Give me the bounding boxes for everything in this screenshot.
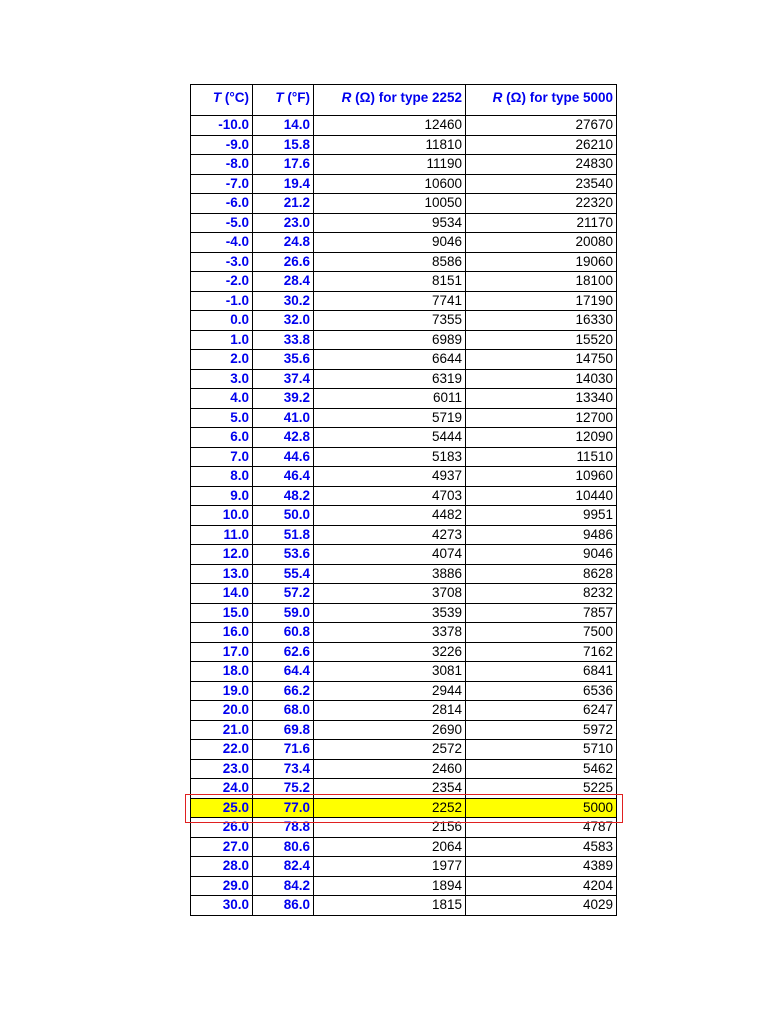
- cell-resistance-2252: 11810: [314, 135, 466, 155]
- cell-resistance-2252: 5719: [314, 408, 466, 428]
- cell-resistance-5000: 8232: [466, 584, 617, 604]
- cell-resistance-5000: 18100: [466, 272, 617, 292]
- cell-resistance-5000: 5225: [466, 779, 617, 799]
- cell-temp-celsius: 18.0: [191, 662, 253, 682]
- cell-temp-fahrenheit: 86.0: [253, 896, 314, 916]
- cell-resistance-2252: 6989: [314, 330, 466, 350]
- cell-resistance-2252: 12460: [314, 116, 466, 136]
- header-temp-fahrenheit: T (°F): [253, 85, 314, 111]
- cell-temp-celsius: -8.0: [191, 155, 253, 175]
- table-row: [191, 155, 617, 175]
- cell-resistance-2252: 2156: [314, 818, 466, 838]
- cell-temp-celsius: 23.0: [191, 759, 253, 779]
- table-row: [191, 564, 617, 584]
- cell-resistance-2252: 3886: [314, 564, 466, 584]
- cell-temp-fahrenheit: 28.4: [253, 272, 314, 292]
- cell-resistance-2252: 1977: [314, 857, 466, 877]
- cell-temp-fahrenheit: 32.0: [253, 311, 314, 331]
- cell-resistance-5000: 9951: [466, 506, 617, 526]
- cell-temp-fahrenheit: 51.8: [253, 525, 314, 545]
- cell-temp-fahrenheit: 71.6: [253, 740, 314, 760]
- cell-resistance-5000: 5462: [466, 759, 617, 779]
- table-row: [191, 545, 617, 565]
- cell-temp-celsius: 13.0: [191, 564, 253, 584]
- table-body: [191, 116, 617, 916]
- cell-resistance-5000: 17190: [466, 291, 617, 311]
- cell-resistance-2252: 6319: [314, 369, 466, 389]
- cell-temp-celsius: 8.0: [191, 467, 253, 487]
- cell-temp-celsius: -2.0: [191, 272, 253, 292]
- table-header: [191, 85, 617, 116]
- cell-resistance-2252: 8151: [314, 272, 466, 292]
- cell-temp-fahrenheit: 64.4: [253, 662, 314, 682]
- cell-temp-celsius: 15.0: [191, 603, 253, 623]
- table-row: [191, 252, 617, 272]
- cell-resistance-5000: 9046: [466, 545, 617, 565]
- cell-resistance-2252: 9534: [314, 213, 466, 233]
- cell-temp-celsius: 21.0: [191, 720, 253, 740]
- cell-temp-fahrenheit: 35.6: [253, 350, 314, 370]
- table-row: [191, 408, 617, 428]
- cell-temp-celsius: -4.0: [191, 233, 253, 253]
- cell-resistance-2252: 8586: [314, 252, 466, 272]
- cell-resistance-5000: 7500: [466, 623, 617, 643]
- cell-temp-fahrenheit: 46.4: [253, 467, 314, 487]
- cell-temp-celsius: -7.0: [191, 174, 253, 194]
- cell-resistance-5000: 16330: [466, 311, 617, 331]
- cell-resistance-5000: 10440: [466, 486, 617, 506]
- table-row: [191, 818, 617, 838]
- cell-temp-celsius: 3.0: [191, 369, 253, 389]
- cell-temp-fahrenheit: 17.6: [253, 155, 314, 175]
- table-row: [191, 681, 617, 701]
- cell-temp-celsius: 1.0: [191, 330, 253, 350]
- cell-resistance-5000: 5972: [466, 720, 617, 740]
- cell-temp-celsius: 17.0: [191, 642, 253, 662]
- cell-resistance-2252: 1894: [314, 876, 466, 896]
- cell-temp-fahrenheit: 55.4: [253, 564, 314, 584]
- cell-temp-fahrenheit: 41.0: [253, 408, 314, 428]
- cell-temp-celsius: 11.0: [191, 525, 253, 545]
- cell-resistance-2252: 2064: [314, 837, 466, 857]
- table-row: [191, 701, 617, 721]
- cell-resistance-2252: 4482: [314, 506, 466, 526]
- cell-resistance-5000: 4583: [466, 837, 617, 857]
- cell-resistance-5000: 4204: [466, 876, 617, 896]
- cell-temp-fahrenheit: 57.2: [253, 584, 314, 604]
- cell-temp-fahrenheit: 77.0: [253, 798, 314, 818]
- cell-resistance-5000: 27670: [466, 116, 617, 136]
- cell-resistance-5000: 19060: [466, 252, 617, 272]
- table-row: [191, 233, 617, 253]
- cell-temp-fahrenheit: 75.2: [253, 779, 314, 799]
- cell-temp-fahrenheit: 50.0: [253, 506, 314, 526]
- table-row: [191, 389, 617, 409]
- cell-resistance-5000: 12700: [466, 408, 617, 428]
- cell-temp-celsius: 10.0: [191, 506, 253, 526]
- cell-temp-fahrenheit: 44.6: [253, 447, 314, 467]
- header-resistance-2252: R (Ω) for type 2252: [314, 85, 466, 111]
- cell-temp-fahrenheit: 30.2: [253, 291, 314, 311]
- cell-resistance-2252: 4074: [314, 545, 466, 565]
- table-row: [191, 350, 617, 370]
- table-row: [191, 213, 617, 233]
- cell-temp-fahrenheit: 14.0: [253, 116, 314, 136]
- cell-temp-celsius: -6.0: [191, 194, 253, 214]
- cell-resistance-2252: 10050: [314, 194, 466, 214]
- cell-resistance-5000: 9486: [466, 525, 617, 545]
- cell-temp-celsius: 2.0: [191, 350, 253, 370]
- header-temp-celsius: T (°C): [191, 85, 253, 111]
- cell-temp-celsius: 30.0: [191, 896, 253, 916]
- table-row-highlighted: [191, 798, 617, 818]
- cell-resistance-2252: 2572: [314, 740, 466, 760]
- table-row: [191, 116, 617, 136]
- cell-temp-celsius: -3.0: [191, 252, 253, 272]
- cell-temp-fahrenheit: 42.8: [253, 428, 314, 448]
- cell-temp-celsius: 22.0: [191, 740, 253, 760]
- cell-temp-fahrenheit: 68.0: [253, 701, 314, 721]
- cell-temp-celsius: -10.0: [191, 116, 253, 136]
- cell-resistance-2252: 7355: [314, 311, 466, 331]
- cell-resistance-2252: 2814: [314, 701, 466, 721]
- cell-temp-celsius: 20.0: [191, 701, 253, 721]
- table-row: [191, 272, 617, 292]
- cell-temp-fahrenheit: 39.2: [253, 389, 314, 409]
- cell-resistance-2252: 6011: [314, 389, 466, 409]
- cell-temp-celsius: 6.0: [191, 428, 253, 448]
- cell-temp-fahrenheit: 24.8: [253, 233, 314, 253]
- cell-temp-celsius: 16.0: [191, 623, 253, 643]
- cell-resistance-5000: 26210: [466, 135, 617, 155]
- header-resistance-5000: R (Ω) for type 5000: [466, 85, 617, 111]
- cell-resistance-5000: 20080: [466, 233, 617, 253]
- table-row: [191, 135, 617, 155]
- cell-resistance-5000: 23540: [466, 174, 617, 194]
- table-row: [191, 447, 617, 467]
- cell-temp-celsius: 0.0: [191, 311, 253, 331]
- cell-temp-celsius: 29.0: [191, 876, 253, 896]
- cell-resistance-5000: 6536: [466, 681, 617, 701]
- cell-resistance-2252: 3081: [314, 662, 466, 682]
- cell-resistance-5000: 6247: [466, 701, 617, 721]
- cell-resistance-5000: 4787: [466, 818, 617, 838]
- cell-temp-fahrenheit: 48.2: [253, 486, 314, 506]
- table-row: [191, 525, 617, 545]
- cell-temp-fahrenheit: 21.2: [253, 194, 314, 214]
- cell-resistance-5000: 21170: [466, 213, 617, 233]
- cell-resistance-5000: 6841: [466, 662, 617, 682]
- cell-temp-fahrenheit: 60.8: [253, 623, 314, 643]
- table-row: [191, 506, 617, 526]
- cell-resistance-2252: 5444: [314, 428, 466, 448]
- cell-resistance-5000: 14030: [466, 369, 617, 389]
- cell-resistance-5000: 5000: [466, 798, 617, 818]
- cell-resistance-2252: 6644: [314, 350, 466, 370]
- cell-resistance-5000: 4029: [466, 896, 617, 916]
- cell-temp-fahrenheit: 66.2: [253, 681, 314, 701]
- cell-resistance-5000: 12090: [466, 428, 617, 448]
- cell-temp-celsius: 12.0: [191, 545, 253, 565]
- cell-resistance-2252: 2944: [314, 681, 466, 701]
- cell-resistance-2252: 2252: [314, 798, 466, 818]
- table-row: [191, 486, 617, 506]
- cell-temp-fahrenheit: 80.6: [253, 837, 314, 857]
- cell-resistance-2252: 3539: [314, 603, 466, 623]
- cell-resistance-2252: 10600: [314, 174, 466, 194]
- cell-temp-fahrenheit: 19.4: [253, 174, 314, 194]
- cell-temp-fahrenheit: 78.8: [253, 818, 314, 838]
- table-row: [191, 194, 617, 214]
- cell-temp-celsius: -1.0: [191, 291, 253, 311]
- thermistor-resistance-table: [190, 84, 617, 916]
- table-row: [191, 311, 617, 331]
- table-row: [191, 896, 617, 916]
- cell-resistance-5000: 7162: [466, 642, 617, 662]
- cell-temp-fahrenheit: 33.8: [253, 330, 314, 350]
- cell-resistance-5000: 11510: [466, 447, 617, 467]
- cell-resistance-2252: 7741: [314, 291, 466, 311]
- table-row: [191, 876, 617, 896]
- cell-temp-fahrenheit: 82.4: [253, 857, 314, 877]
- cell-temp-celsius: 4.0: [191, 389, 253, 409]
- cell-resistance-2252: 3378: [314, 623, 466, 643]
- cell-temp-fahrenheit: 69.8: [253, 720, 314, 740]
- cell-temp-celsius: 5.0: [191, 408, 253, 428]
- cell-resistance-5000: 15520: [466, 330, 617, 350]
- cell-resistance-2252: 3708: [314, 584, 466, 604]
- table-row: [191, 428, 617, 448]
- cell-resistance-2252: 5183: [314, 447, 466, 467]
- cell-resistance-2252: 1815: [314, 896, 466, 916]
- table-row: [191, 857, 617, 877]
- cell-temp-fahrenheit: 37.4: [253, 369, 314, 389]
- cell-temp-fahrenheit: 59.0: [253, 603, 314, 623]
- table-row: [191, 837, 617, 857]
- cell-resistance-5000: 4389: [466, 857, 617, 877]
- cell-resistance-2252: 4703: [314, 486, 466, 506]
- table-row: [191, 330, 617, 350]
- cell-resistance-5000: 5710: [466, 740, 617, 760]
- cell-resistance-2252: 11190: [314, 155, 466, 175]
- table-row: [191, 174, 617, 194]
- cell-resistance-2252: 2354: [314, 779, 466, 799]
- cell-temp-fahrenheit: 84.2: [253, 876, 314, 896]
- table-row: [191, 603, 617, 623]
- cell-temp-celsius: 25.0: [191, 798, 253, 818]
- cell-temp-celsius: 19.0: [191, 681, 253, 701]
- cell-resistance-2252: 2690: [314, 720, 466, 740]
- cell-temp-fahrenheit: 23.0: [253, 213, 314, 233]
- cell-temp-fahrenheit: 26.6: [253, 252, 314, 272]
- cell-resistance-5000: 7857: [466, 603, 617, 623]
- cell-resistance-5000: 14750: [466, 350, 617, 370]
- cell-temp-fahrenheit: 62.6: [253, 642, 314, 662]
- table-row: [191, 369, 617, 389]
- cell-resistance-2252: 4937: [314, 467, 466, 487]
- cell-temp-fahrenheit: 53.6: [253, 545, 314, 565]
- cell-resistance-5000: 8628: [466, 564, 617, 584]
- cell-resistance-2252: 4273: [314, 525, 466, 545]
- cell-resistance-5000: 10960: [466, 467, 617, 487]
- cell-resistance-2252: 2460: [314, 759, 466, 779]
- table-row: [191, 584, 617, 604]
- cell-temp-celsius: 26.0: [191, 818, 253, 838]
- cell-resistance-5000: 13340: [466, 389, 617, 409]
- cell-temp-celsius: -5.0: [191, 213, 253, 233]
- cell-temp-celsius: 24.0: [191, 779, 253, 799]
- cell-temp-celsius: 14.0: [191, 584, 253, 604]
- table-row: [191, 662, 617, 682]
- table-row: [191, 759, 617, 779]
- table-row: [191, 291, 617, 311]
- table-row: [191, 740, 617, 760]
- cell-resistance-2252: 9046: [314, 233, 466, 253]
- cell-temp-fahrenheit: 73.4: [253, 759, 314, 779]
- cell-temp-celsius: 7.0: [191, 447, 253, 467]
- cell-resistance-5000: 22320: [466, 194, 617, 214]
- cell-temp-celsius: 27.0: [191, 837, 253, 857]
- header-row: [191, 85, 617, 111]
- cell-resistance-2252: 3226: [314, 642, 466, 662]
- cell-temp-celsius: -9.0: [191, 135, 253, 155]
- cell-temp-fahrenheit: 15.8: [253, 135, 314, 155]
- table-row: [191, 779, 617, 799]
- table-row: [191, 467, 617, 487]
- table-row: [191, 642, 617, 662]
- cell-resistance-5000: 24830: [466, 155, 617, 175]
- cell-temp-celsius: 28.0: [191, 857, 253, 877]
- table-row: [191, 623, 617, 643]
- cell-temp-celsius: 9.0: [191, 486, 253, 506]
- table-row: [191, 720, 617, 740]
